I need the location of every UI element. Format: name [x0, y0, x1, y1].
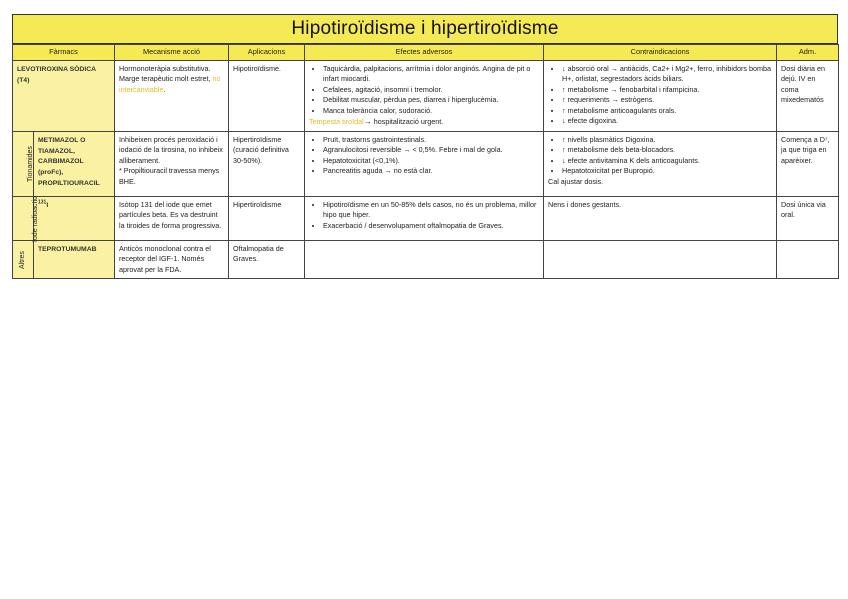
adverse-effects-list: [309, 135, 539, 177]
list-item: • ↓ absorció oral → antiàcids, Ca2+ i Mg2+, ferro, inhibidors bomba H+, orlistat, segrestadors àcids biliars.: [562, 64, 772, 85]
group-label: Tionamides: [26, 146, 34, 183]
list-item: • Taquicàrdia, palpitacions, arrítmia i dolor anginós. Angina de pit o infart miocardi.: [323, 64, 539, 85]
group-label-cell: [13, 131, 34, 196]
group-label-cell: [13, 240, 34, 278]
list-item: • ↑ metabolisme anticoagulants orals.: [562, 106, 772, 116]
application-cell: Hipotiroïdisme.: [229, 61, 305, 132]
group-label-cell: [13, 195, 39, 242]
administration-cell: Dosi única via oral.: [777, 196, 839, 240]
list-item: • ↓ efecte antivitamina K dels anticoagulants.: [562, 156, 772, 166]
mechanism-cell: [115, 131, 229, 196]
drug-name: METIMAZOL O TIAMAZOL, CARBIMAZOL (proFc), PROPILTIOURACIL: [38, 136, 100, 188]
header-contraindicacions: Contraindicacions: [544, 45, 777, 61]
page-title: Hipotiroïdisme i hipertiroïdisme: [12, 14, 838, 44]
drug-cell: [34, 240, 115, 278]
header-farmacs: Fàrmacs: [13, 45, 115, 61]
group-label: Iode radioactiu: [31, 195, 39, 242]
list-item: • ↑ requeriments → estrògens.: [562, 95, 772, 105]
list-item: • Agranulocitosi reversible → < 0,5%. Febre i mal de gola.: [323, 145, 539, 155]
highlight-text: Tempesta tiroïdal: [309, 117, 364, 127]
adverse-effects-list: [309, 64, 539, 116]
drug-cell: [13, 61, 115, 132]
header-row: [13, 45, 839, 61]
mechanism-cell: Anticòs monoclonal contra el receptor del IGF-1. Només aprovat per la FDA.: [115, 240, 229, 278]
list-item: • Pruït, trastorns gastrointestinals.: [323, 135, 539, 145]
drug-name: TEPROTUMUMAB: [38, 245, 97, 253]
header-efectes: Efectes adversos: [305, 45, 544, 61]
application-cell: Oftalmopatia de Graves.: [229, 240, 305, 278]
isotope-number: 131: [38, 199, 47, 206]
drug-table: [12, 44, 839, 279]
mechanism-text: Hormonoteràpia substitutiva. Marge terapèutic molt estret,: [119, 64, 213, 84]
table-row-iode: [13, 196, 839, 240]
arrow-right-icon: →: [363, 117, 372, 127]
table-row-altres: [13, 240, 839, 278]
list-item: • Exacerbació / desenvolupament oftalmopatia de Graves.: [323, 221, 539, 231]
adverse-effects-cell: [305, 131, 544, 196]
header-adm: Adm.: [777, 45, 839, 61]
list-item: • Hipotiroïdisme en un 50-85% dels casos, no és un problema, millor hipo que hiper.: [323, 200, 539, 221]
application-cell: Hipertiroïdisme (curació definitiva 30-50%).: [229, 131, 305, 196]
list-item: • Hepatotoxicitat per Bupropió.: [562, 166, 772, 176]
mechanism-cell: Isòtop 131 del iode que emet partícules beta. Es va destruint la tiroides de forma progressiva.: [115, 196, 229, 240]
contraindications-cell: [544, 131, 777, 196]
storm-note: [309, 116, 539, 128]
administration-cell: [777, 240, 839, 278]
contraindications-cell: Nens i dones gestants.: [544, 196, 777, 240]
mechanism-note: * Propiltiouracil travessa menys BHE.: [119, 166, 220, 186]
contraindications-note: Cal ajustar dosis.: [548, 176, 604, 186]
list-item: • Debilitat muscular, pèrdua pes, diarrea i hiperglucèmia.: [323, 95, 539, 105]
list-item: • Cefalees, agitació, insomni i tremolor.: [323, 85, 539, 95]
storm-note-text: hospitalització urgent.: [371, 117, 444, 127]
drug-name: LEVOTIROXINA SÒDICA (T4): [17, 66, 96, 84]
group-label: Altres: [18, 250, 26, 269]
element-symbol: I: [46, 202, 49, 210]
contraindications-cell: [544, 240, 777, 278]
list-item: • Manca tolerància calor, sudoració.: [323, 106, 539, 116]
header-mecanisme: Mecanisme acció: [115, 45, 229, 61]
mechanism-cell: [115, 61, 229, 132]
list-item: • Pancreatitis aguda → no està clar.: [323, 166, 539, 176]
list-item: • ↑ nivells plasmàtics Digoxina.: [562, 135, 772, 145]
list-item: • Hepatotoxicitat (<0,1%).: [323, 156, 539, 166]
adverse-effects-cell: [305, 61, 544, 132]
drug-cell: [34, 131, 115, 196]
administration-cell: Comença a D⁷, ja que triga en aparèixer.: [777, 131, 839, 196]
list-item: • ↑ metabolisme → fenobarbital i rifampicina.: [562, 85, 772, 95]
highlight-text: no intercanviable: [119, 74, 221, 94]
header-aplicacions: Aplicacions: [229, 45, 305, 61]
contraindications-cell: [544, 61, 777, 132]
list-item: • ↓ efecte digoxina.: [562, 116, 772, 126]
table-row-tionamides: [13, 131, 839, 196]
list-item: • ↑ metabolisme dels beta-blocadors.: [562, 145, 772, 155]
drug-cell: [34, 196, 115, 240]
contraindications-list: [548, 135, 772, 177]
table-row-levotiroxina: [13, 61, 839, 132]
mechanism-text: Inhibeixen procés peroxidació i iodació de la tirosina, no inhibeix alliberament.: [119, 134, 223, 165]
mechanism-text-end: .: [163, 84, 166, 94]
application-cell: Hipertiroïdisme: [229, 196, 305, 240]
adverse-effects-cell: [305, 240, 544, 278]
contraindications-list: [548, 64, 772, 127]
administration-cell: Dosi diària en dejú. IV en coma mixedematós: [777, 61, 839, 132]
adverse-effects-list: [309, 200, 539, 231]
adverse-effects-cell: [305, 196, 544, 240]
